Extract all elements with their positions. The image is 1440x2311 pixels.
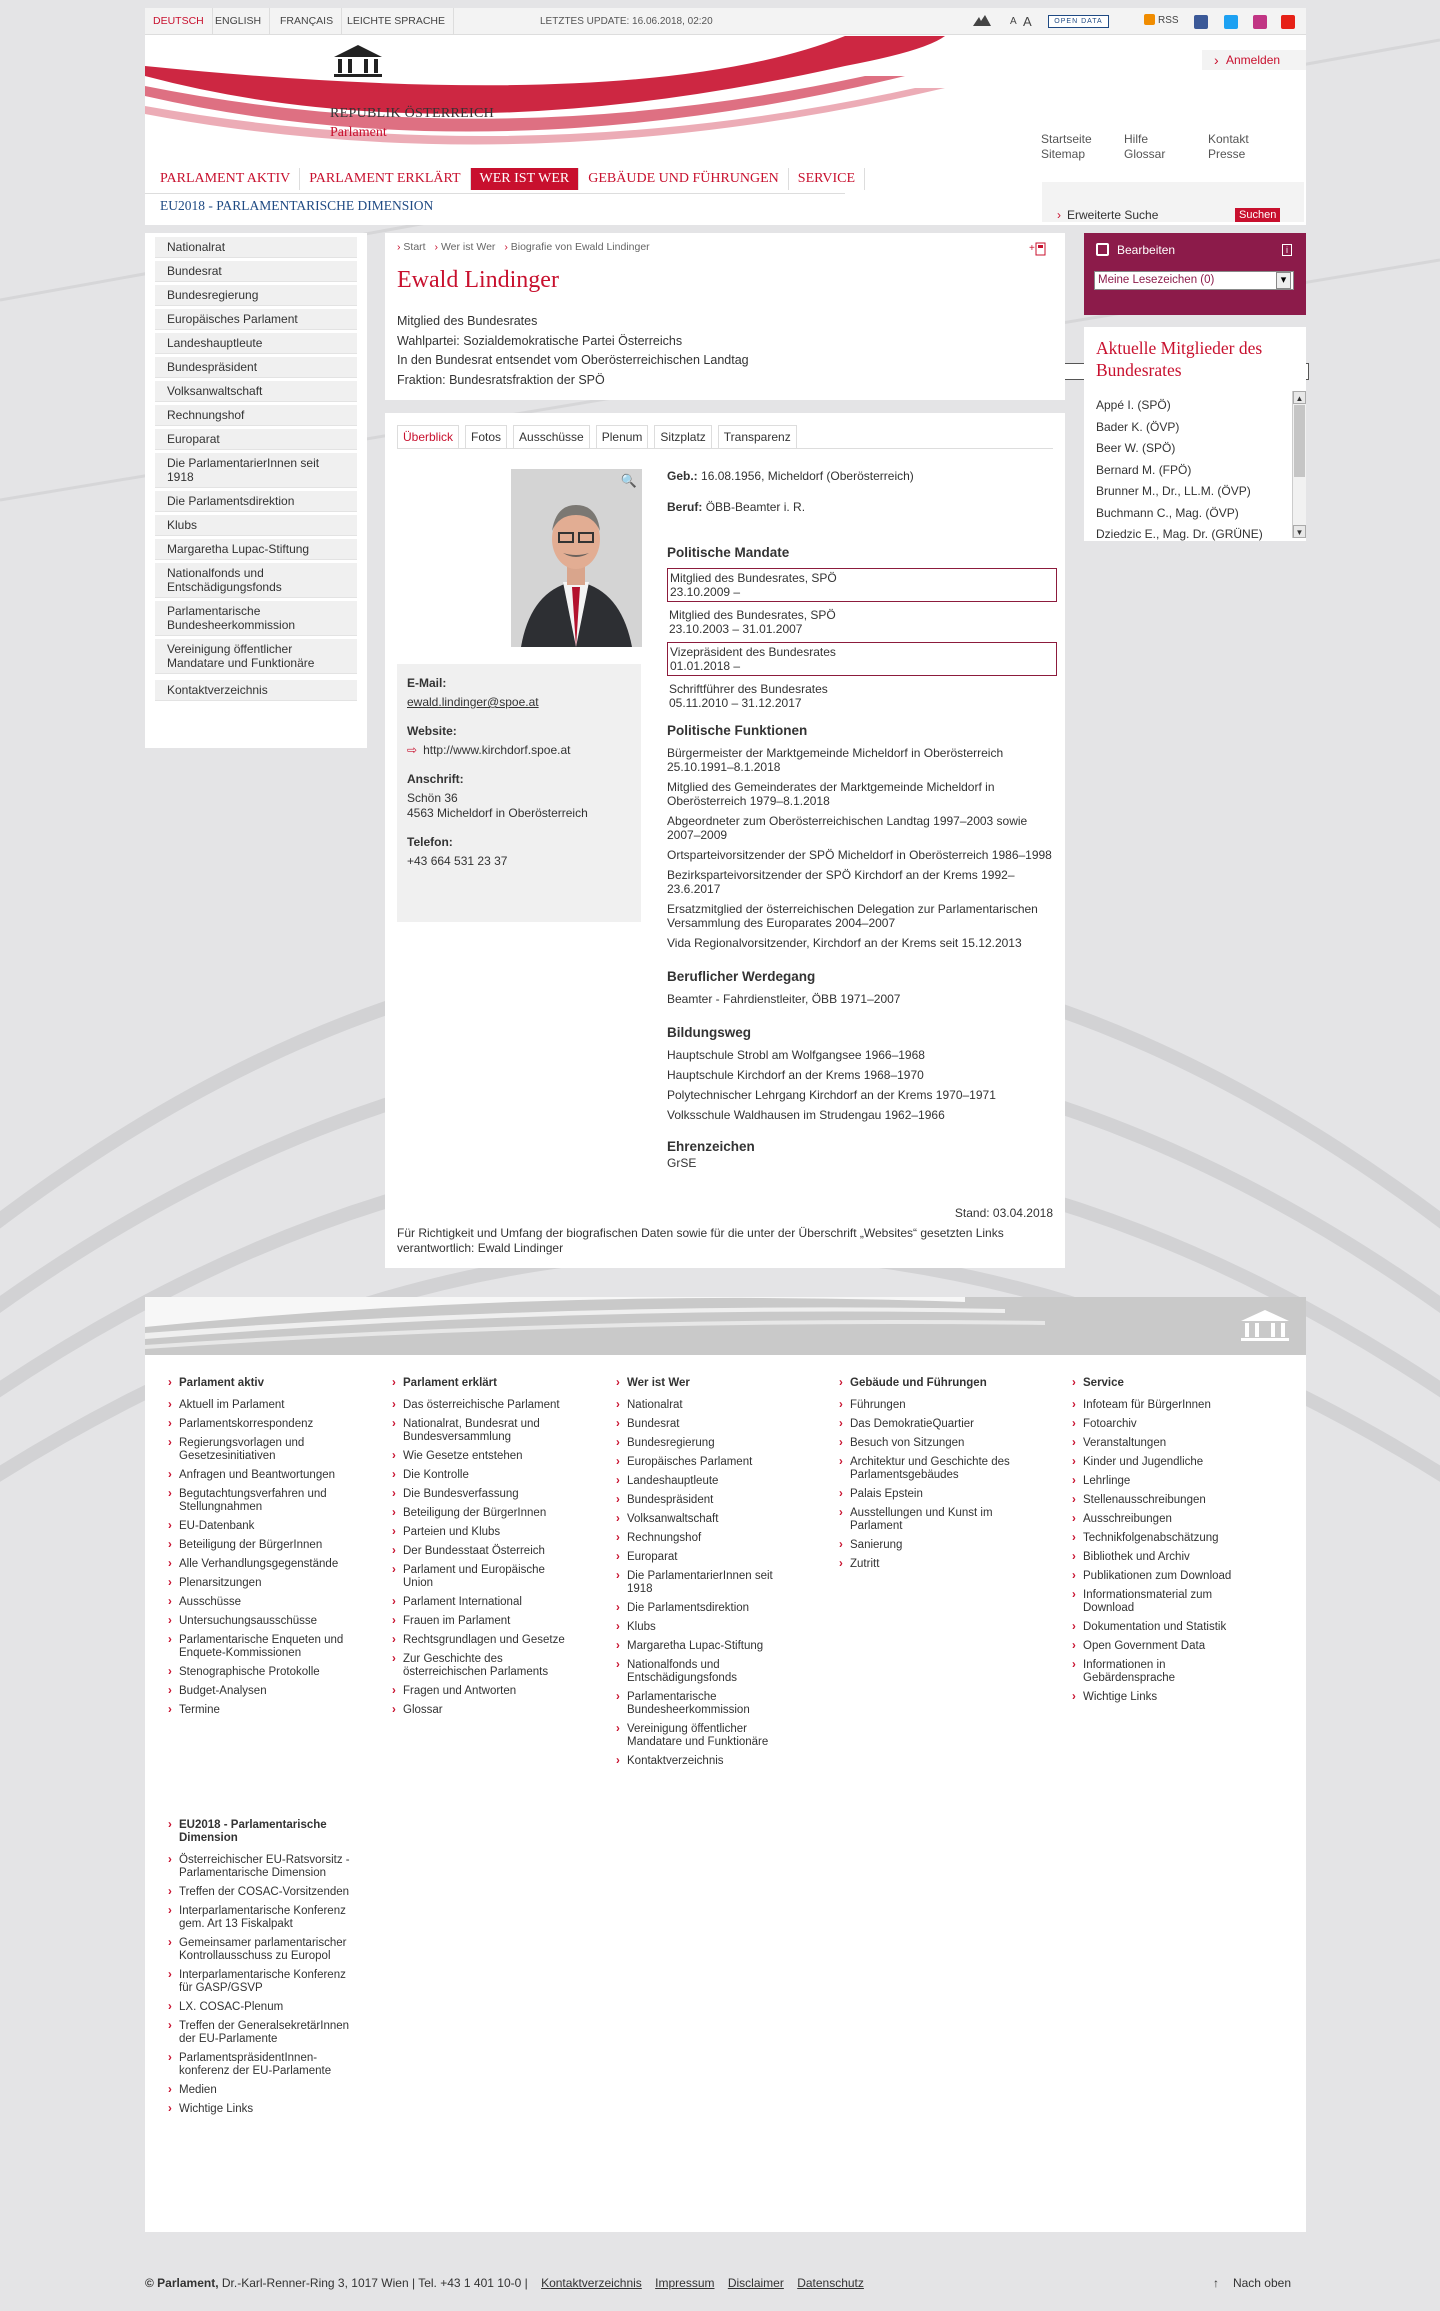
breadcrumb-start[interactable]: › Start bbox=[397, 241, 426, 253]
footer-link[interactable]: › Medien bbox=[167, 2084, 362, 2097]
current-members-box bbox=[1084, 327, 1306, 541]
phone-number: +43 664 531 23 37 bbox=[407, 854, 508, 868]
portrait-photo[interactable] bbox=[511, 469, 642, 647]
nav-eu2018[interactable]: EU2018 - PARLAMENTARISCHE DIMENSION bbox=[160, 198, 434, 213]
footer-link[interactable]: › Zutritt bbox=[838, 1558, 1023, 1571]
copyright: © Parlament, bbox=[145, 2276, 219, 2290]
facebook-icon[interactable] bbox=[1194, 15, 1208, 29]
member-link[interactable]: Appé I. (SPÖ) bbox=[1096, 398, 1171, 412]
footer-link[interactable]: › Gemeinsamer parlamentarischer Kontrollausschuss zu Europol bbox=[167, 1937, 362, 1963]
mandate-period: 23.10.2009 – bbox=[670, 585, 741, 599]
mandate-title: Mitglied des Bundesrates, SPÖ bbox=[670, 571, 837, 585]
footer-link[interactable]: › Die Kontrolle bbox=[391, 1469, 566, 1482]
footer-link[interactable]: › Untersuchungsausschüsse bbox=[167, 1615, 367, 1628]
phone-label: Telefon: bbox=[407, 835, 453, 849]
kontakt-link[interactable]: Kontakt bbox=[1208, 132, 1249, 146]
tab-ausschuesse[interactable]: Ausschüsse bbox=[513, 425, 590, 448]
footer-link[interactable]: › Wie Gesetze entstehen bbox=[391, 1450, 566, 1463]
mandate-title: Schriftführer des Bundesrates bbox=[669, 682, 828, 696]
profession-label: Beruf: bbox=[667, 500, 703, 514]
leftnav-bundesregierung[interactable]: Bundesregierung bbox=[155, 285, 357, 306]
arrow-up-icon: ↑ bbox=[1212, 2276, 1219, 2290]
footer-link[interactable]: › Bibliothek und Archiv bbox=[1071, 1551, 1251, 1564]
leftnav-parlamentarierinnen[interactable]: Die ParlamentarierInnen seit 1918 bbox=[155, 453, 357, 488]
member-link[interactable]: Dziedzic E., Mag. Dr. (GRÜNE) bbox=[1096, 527, 1263, 541]
footer-col-parlament-erklaert bbox=[391, 1377, 566, 1723]
footer-link[interactable]: › Treffen der COSAC-Vorsitzenden bbox=[167, 1886, 362, 1899]
leftnav-kontaktverzeichnis[interactable]: Kontaktverzeichnis bbox=[155, 680, 357, 701]
footer-link[interactable]: › Führungen bbox=[838, 1399, 1023, 1412]
footer-link[interactable]: › Bundespräsident bbox=[615, 1494, 800, 1507]
footer-link[interactable]: › Open Government Data bbox=[1071, 1640, 1251, 1653]
footer-link[interactable]: › Dokumentation und Statistik bbox=[1071, 1621, 1251, 1634]
scroll-up-icon[interactable]: ▲ bbox=[1293, 391, 1306, 404]
last-update: LETZTES UPDATE: 16.06.2018, 02:20 bbox=[540, 16, 713, 27]
footer-link[interactable]: › Bundesrat bbox=[615, 1418, 800, 1431]
footer-kontaktverzeichnis-link[interactable]: Kontaktverzeichnis bbox=[541, 2276, 642, 2290]
footer-link[interactable]: › Vereinigung öffentlicher Mandatare und Funktionäre bbox=[615, 1723, 800, 1749]
lang-leichte-sprache[interactable]: LEICHTE SPRACHE bbox=[339, 8, 454, 35]
footer-sitemap bbox=[145, 1355, 1306, 2232]
members-list bbox=[1096, 395, 1294, 541]
footer-link[interactable]: › Fragen und Antworten bbox=[391, 1685, 566, 1698]
footer-link[interactable]: › Anfragen und Beantwortungen bbox=[167, 1469, 367, 1482]
twitter-icon[interactable] bbox=[1224, 15, 1238, 29]
footer-link[interactable]: › Rechnungshof bbox=[615, 1532, 800, 1545]
education-heading: Bildungsweg bbox=[667, 1025, 751, 1040]
footer-logo-icon[interactable] bbox=[1237, 1309, 1293, 1343]
footer-link[interactable]: › Architektur und Geschichte des Parlamentsgebäudes bbox=[838, 1456, 1023, 1482]
footer-link[interactable]: › Parlamentskorrespondenz bbox=[167, 1418, 367, 1431]
sitemap-link[interactable]: Sitemap bbox=[1041, 147, 1086, 161]
footer-heading[interactable]: › Wer ist Wer bbox=[615, 1377, 800, 1390]
function-item: Bezirksparteivorsitzender der SPÖ Kirchdorf an der Krems 1992–23.6.2017 bbox=[667, 868, 1015, 896]
main-navigation bbox=[151, 168, 865, 190]
leftnav-landeshauptleute[interactable]: Landeshauptleute bbox=[155, 333, 357, 354]
vorlesen-icon[interactable] bbox=[971, 13, 993, 29]
footer-link[interactable]: › Landeshauptleute bbox=[615, 1475, 800, 1488]
last-updated-stamp: Stand: 03.04.2018 bbox=[954, 1206, 1053, 1220]
footer-link[interactable]: › Wichtige Links bbox=[167, 2103, 362, 2116]
hilfe-link[interactable]: Hilfe bbox=[1124, 132, 1149, 146]
function-item: Mitglied des Gemeinderates der Marktgemeinde Micheldorf in Oberösterreich 1979–8.1.2018 bbox=[667, 780, 995, 808]
footer-link[interactable]: › Publikationen zum Download bbox=[1071, 1570, 1251, 1583]
nav-divider bbox=[145, 193, 845, 194]
external-link-icon: ⇨ bbox=[407, 743, 418, 757]
back-to-top-link[interactable] bbox=[1213, 2270, 1291, 2297]
toplinks-col-2 bbox=[1124, 132, 1165, 162]
bookmarks-select[interactable]: Meine Lesezeichen (0) ▾ bbox=[1094, 271, 1294, 290]
footer-link[interactable]: › Interparlamentarische Konferenz für GASP/GSVP bbox=[167, 1969, 362, 1995]
footer-link[interactable]: › Veranstaltungen bbox=[1071, 1437, 1251, 1450]
footer-link[interactable]: › Ausschreibungen bbox=[1071, 1513, 1251, 1526]
footer-link[interactable]: › Die ParlamentarierInnen seit 1918 bbox=[615, 1570, 800, 1596]
profession-value: ÖBB-Beamter i. R. bbox=[705, 500, 806, 514]
footer-heading[interactable]: › Parlament erklärt bbox=[391, 1377, 566, 1390]
startseite-link[interactable]: Startseite bbox=[1041, 132, 1092, 146]
function-item: Abgeordneter zum Oberösterreichischen Landtag 1997–2003 sowie 2007–2009 bbox=[667, 814, 1028, 842]
footer-link[interactable]: › Die Bundesverfassung bbox=[391, 1488, 566, 1501]
footer-link[interactable]: › Europäisches Parlament bbox=[615, 1456, 800, 1469]
honors-heading: Ehrenzeichen bbox=[667, 1139, 755, 1154]
footer-link[interactable]: › Ausstellungen und Kunst im Parlament bbox=[838, 1507, 1023, 1533]
nav-parlament-erklaert[interactable]: PARLAMENT ERKLÄRT bbox=[300, 168, 470, 190]
footer-link[interactable]: › Informationen in Gebärdensprache bbox=[1071, 1659, 1251, 1685]
breadcrumb bbox=[397, 241, 1053, 253]
leftnav-lupac-stiftung[interactable]: Margaretha Lupac-Stiftung bbox=[155, 539, 357, 560]
footer-link[interactable]: › Volksanwaltschaft bbox=[615, 1513, 800, 1526]
education-item: Volksschule Waldhausen im Strudengau 1962–1966 bbox=[667, 1108, 945, 1122]
add-bookmark-icon[interactable] bbox=[1029, 241, 1047, 257]
footer-link[interactable]: › Begutachtungsverfahren und Stellungnahmen bbox=[167, 1488, 367, 1514]
left-navigation bbox=[145, 233, 367, 748]
footer-link[interactable]: › Parlamentarische Enqueten und Enquete-Kommissionen bbox=[167, 1634, 367, 1660]
footer-link[interactable]: › Parteien und Klubs bbox=[391, 1526, 566, 1539]
footer-link[interactable]: › Regierungsvorlagen und Gesetzesinitiativen bbox=[167, 1437, 367, 1463]
footer-datenschutz-link[interactable]: Datenschutz bbox=[797, 2276, 864, 2290]
address-line-2: 4563 Micheldorf in Oberösterreich bbox=[407, 806, 588, 820]
footer-link[interactable]: › Das österreichische Parlament bbox=[391, 1399, 566, 1412]
footer-address: Dr.-Karl-Renner-Ring 3, 1017 Wien | Tel. +43 1 401 10-0 | bbox=[221, 2276, 528, 2290]
nav-gebaeude-fuehrungen[interactable]: GEBÄUDE UND FÜHRUNGEN bbox=[579, 168, 789, 190]
footer-col-gebaeude bbox=[838, 1377, 1023, 1577]
personal-tools-box bbox=[1084, 233, 1306, 315]
footer-link[interactable]: › Glossar bbox=[391, 1704, 566, 1717]
back-to-top-label: Nach oben bbox=[1232, 2276, 1291, 2290]
footer-link[interactable]: › Österreichischer EU-Ratsvorsitz - Parlamentarische Dimension bbox=[167, 1854, 362, 1880]
website-link[interactable]: http://www.kirchdorf.spoe.at bbox=[423, 743, 571, 757]
birth-label: Geb.: bbox=[667, 469, 698, 483]
bottom-bar bbox=[145, 2270, 1306, 2297]
footer-link[interactable]: › Margaretha Lupac-Stiftung bbox=[615, 1640, 800, 1653]
biography-disclaimer: Für Richtigkeit und Umfang der biografischen Daten sowie für die unter der Überschrift „Websites“ gesetzten Links verantwortlich: Ewald Lindinger bbox=[397, 1226, 1004, 1255]
footer-link[interactable]: › Parlament und Europäische Union bbox=[391, 1564, 566, 1590]
mandate-item bbox=[667, 642, 1057, 676]
leftnav-volksanwaltschaft[interactable]: Volksanwaltschaft bbox=[155, 381, 357, 402]
address-line-1: Schön 36 bbox=[407, 791, 458, 805]
footer-link[interactable]: › Parlament International bbox=[391, 1596, 566, 1609]
mandate-title: Mitglied des Bundesrates, SPÖ bbox=[669, 608, 836, 622]
edit-icon[interactable] bbox=[1096, 243, 1109, 256]
toplinks-col-3 bbox=[1208, 132, 1249, 162]
leftnav-parlamentsdirektion[interactable]: Die Parlamentsdirektion bbox=[155, 491, 357, 512]
education-item: Hauptschule Strobl am Wolfgangsee 1966–1968 bbox=[667, 1048, 925, 1062]
info-icon[interactable]: i bbox=[1282, 244, 1292, 256]
leftnav-nationalrat[interactable]: Nationalrat bbox=[155, 237, 357, 258]
leftnav-europaeisches-parlament[interactable]: Europäisches Parlament bbox=[155, 309, 357, 330]
site-header bbox=[145, 8, 1306, 225]
education-item: Polytechnischer Lehrgang Kirchdorf an der Krems 1970–1971 bbox=[667, 1088, 996, 1102]
tab-sitzplatz[interactable]: Sitzplatz bbox=[654, 425, 711, 448]
rss-link[interactable]: RSS bbox=[1144, 14, 1179, 26]
member-link[interactable]: Brunner M., Dr., LL.M. (ÖVP) bbox=[1096, 484, 1251, 498]
footer-link[interactable]: › Informationsmaterial zum Download bbox=[1071, 1589, 1251, 1615]
footer-link[interactable]: › Nationalrat, Bundesrat und Bundesversammlung bbox=[391, 1418, 566, 1444]
mandate-item bbox=[667, 680, 1057, 712]
footer-heading[interactable]: › Parlament aktiv bbox=[167, 1377, 367, 1390]
footer-link[interactable]: › Frauen im Parlament bbox=[391, 1615, 566, 1628]
glossar-link[interactable]: Glossar bbox=[1124, 147, 1166, 161]
footer-link[interactable]: › Parlamentarische Bundesheerkommission bbox=[615, 1691, 800, 1717]
tab-transparenz[interactable]: Transparenz bbox=[718, 425, 797, 448]
footer-banner bbox=[145, 1297, 1306, 1355]
login-button[interactable]: › Anmelden bbox=[1202, 50, 1306, 70]
footer-impressum-link[interactable]: Impressum bbox=[655, 2276, 715, 2290]
font-small-button[interactable]: A bbox=[1010, 16, 1017, 27]
leftnav-rechnungshof[interactable]: Rechnungshof bbox=[155, 405, 357, 426]
member-link[interactable]: Bernard M. (FPÖ) bbox=[1096, 462, 1192, 477]
website-label: Website: bbox=[407, 724, 457, 738]
footer-link[interactable]: › Klubs bbox=[615, 1621, 800, 1634]
intro-line-delegation: In den Bundesrat entsendet vom Oberösterreichischen Landtag bbox=[397, 353, 749, 367]
zoom-icon[interactable]: 🔍 bbox=[620, 473, 637, 488]
leftnav-nationalfonds[interactable]: Nationalfonds und Entschädigungsfonds bbox=[155, 563, 357, 598]
edit-button[interactable]: Bearbeiten bbox=[1117, 243, 1176, 257]
footer-link[interactable]: › Interparlamentarische Konferenz gem. Art 13 Fiskalpakt bbox=[167, 1905, 362, 1931]
breadcrumb-wer-ist-wer[interactable]: › Wer ist Wer bbox=[435, 241, 496, 253]
member-link[interactable]: Buchmann C., Mag. (ÖVP) bbox=[1096, 505, 1239, 520]
function-item: Ortsparteivorsitzender der SPÖ Micheldorf in Oberösterreich 1986–1998 bbox=[667, 848, 1052, 862]
footer-link[interactable]: › Stellenausschreibungen bbox=[1071, 1494, 1251, 1507]
intro-summary bbox=[397, 312, 1053, 390]
nav-parlament-aktiv[interactable]: PARLAMENT AKTIV bbox=[151, 168, 300, 190]
footer-link[interactable]: › Lehrlinge bbox=[1071, 1475, 1251, 1488]
honors-value: GrSE bbox=[667, 1156, 697, 1170]
footer-disclaimer-link[interactable]: Disclaimer bbox=[727, 2276, 784, 2290]
footer-link[interactable]: › Fotoarchiv bbox=[1071, 1418, 1251, 1431]
footer-link[interactable]: › Nationalrat bbox=[615, 1399, 800, 1412]
leftnav-vereinigung[interactable]: Vereinigung öffentlicher Mandatare und Funktionäre bbox=[155, 639, 357, 674]
mandate-period: 05.11.2010 – 31.12.2017 bbox=[669, 696, 802, 710]
footer-link[interactable]: › Besuch von Sitzungen bbox=[838, 1437, 1023, 1450]
instagram-icon[interactable] bbox=[1253, 15, 1267, 29]
biography-details bbox=[667, 469, 1057, 1170]
footer-link[interactable]: › Beteiligung der BürgerInnen bbox=[167, 1539, 367, 1552]
footer-link[interactable]: › Sanierung bbox=[838, 1539, 1023, 1552]
footer-link[interactable]: › Beteiligung der BürgerInnen bbox=[391, 1507, 566, 1520]
career-item: Beamter - Fahrdienstleiter, ÖBB 1971–2007 bbox=[667, 992, 901, 1006]
footer-link[interactable]: › Palais Epstein bbox=[838, 1488, 1023, 1501]
intro-line-fraction: Fraktion: Bundesratsfraktion der SPÖ bbox=[397, 372, 605, 387]
font-large-button[interactable]: A bbox=[1023, 14, 1032, 29]
footer-heading[interactable]: › EU2018 - Parlamentarische Dimension bbox=[167, 1819, 362, 1845]
language-bar bbox=[145, 8, 1306, 35]
footer-link[interactable]: › Plenarsitzungen bbox=[167, 1577, 367, 1590]
footer-col-parlament-aktiv bbox=[167, 1377, 367, 1723]
footer-link[interactable]: › EU-Datenbank bbox=[167, 1520, 367, 1533]
footer-link[interactable]: › Stenographische Protokolle bbox=[167, 1666, 367, 1679]
svg-text:+: + bbox=[1029, 243, 1035, 254]
advanced-search-link[interactable]: › Erweiterte Suche bbox=[1057, 208, 1158, 222]
footer-link[interactable]: › Rechtsgrundlagen und Gesetze bbox=[391, 1634, 566, 1647]
logo-title[interactable]: REPUBLIK ÖSTERREICH bbox=[330, 106, 494, 121]
mandates-heading: Politische Mandate bbox=[667, 545, 790, 560]
footer-link[interactable]: › ParlamentspräsidentInnen-konferenz der EU-Parlamente bbox=[167, 2052, 362, 2078]
member-link[interactable]: Bader K. (ÖVP) bbox=[1096, 419, 1180, 434]
presse-link[interactable]: Presse bbox=[1208, 147, 1246, 161]
mandate-item bbox=[667, 606, 1057, 638]
lang-english[interactable]: ENGLISH bbox=[207, 8, 270, 35]
footer-link[interactable]: › Zur Geschichte des österreichischen Parlaments bbox=[391, 1653, 566, 1679]
lang-francais[interactable]: FRANÇAIS bbox=[272, 8, 342, 35]
footer-link[interactable]: › Kinder und Jugendliche bbox=[1071, 1456, 1251, 1469]
email-link[interactable]: ewald.lindinger@spoe.at bbox=[407, 695, 539, 709]
footer-link[interactable]: › Die Parlamentsdirektion bbox=[615, 1602, 800, 1615]
footer-link[interactable]: › Infoteam für BürgerInnen bbox=[1071, 1399, 1251, 1412]
tab-fotos[interactable]: Fotos bbox=[465, 425, 507, 448]
education-item: Hauptschule Kirchdorf an der Krems 1968–1970 bbox=[667, 1068, 924, 1082]
leftnav-bundespraesident[interactable]: Bundespräsident bbox=[155, 357, 357, 378]
footer-heading[interactable]: › Gebäude und Führungen bbox=[838, 1377, 1023, 1390]
open-data-button[interactable]: OPEN DATA bbox=[1048, 15, 1109, 28]
search-button[interactable]: Suchen bbox=[1235, 208, 1280, 222]
leftnav-klubs[interactable]: Klubs bbox=[155, 515, 357, 536]
footer-link[interactable]: › Budget-Analysen bbox=[167, 1685, 367, 1698]
address-label: Anschrift: bbox=[407, 772, 464, 786]
mandate-item bbox=[667, 568, 1057, 602]
scroll-thumb[interactable] bbox=[1294, 405, 1305, 477]
members-heading: Aktuelle Mitglieder des Bundesrates bbox=[1096, 338, 1263, 380]
member-link[interactable]: Beer W. (SPÖ) bbox=[1096, 441, 1176, 455]
contact-box bbox=[397, 664, 641, 922]
mandate-period: 23.10.2003 – 31.01.2007 bbox=[669, 622, 803, 636]
toplinks-col-1 bbox=[1041, 132, 1092, 162]
leftnav-bundesheerkommission[interactable]: Parlamentarische Bundesheerkommission bbox=[155, 601, 357, 636]
mandate-title: Vizepräsident des Bundesrates bbox=[670, 645, 836, 659]
biography-tabs bbox=[397, 425, 1053, 449]
leftnav-europarat[interactable]: Europarat bbox=[155, 429, 357, 450]
intro-card bbox=[385, 233, 1065, 400]
nav-wer-ist-wer[interactable]: WER IST WER bbox=[471, 168, 580, 190]
footer-link[interactable]: › Nationalfonds und Entschädigungsfonds bbox=[615, 1659, 800, 1685]
function-item: Bürgermeister der Marktgemeinde Micheldorf in Oberösterreich 25.10.1991–8.1.2018 bbox=[667, 746, 1004, 774]
birth-value: 16.08.1956, Micheldorf (Oberösterreich) bbox=[701, 469, 914, 483]
mandate-period: 01.01.2018 – bbox=[670, 659, 741, 673]
function-item: Ersatzmitglied der österreichischen Delegation zur Parlamentarischen Versammlung des Europarates 2004–2007 bbox=[667, 902, 1038, 930]
footer-link[interactable]: › Termine bbox=[167, 1704, 367, 1717]
footer-col-wer-ist-wer bbox=[615, 1377, 800, 1774]
footer-col-eu2018 bbox=[167, 1819, 362, 2122]
footer-link[interactable]: › Alle Verhandlungsgegenstände bbox=[167, 1558, 367, 1571]
tab-ueberblick[interactable]: Überblick bbox=[397, 425, 459, 448]
footer-link[interactable]: › Das DemokratieQuartier bbox=[838, 1418, 1023, 1431]
lang-deutsch[interactable]: DEUTSCH bbox=[145, 8, 213, 35]
members-scrollbar[interactable] bbox=[1292, 391, 1306, 538]
functions-heading: Politische Funktionen bbox=[667, 723, 808, 738]
footer-link[interactable]: › Wichtige Links bbox=[1071, 1691, 1251, 1704]
footer-heading[interactable]: › Service bbox=[1071, 1377, 1251, 1390]
footer-col-service bbox=[1071, 1377, 1251, 1710]
footer-link[interactable]: › Bundesregierung bbox=[615, 1437, 800, 1450]
career-heading: Beruflicher Werdegang bbox=[667, 969, 816, 984]
footer-link[interactable]: › Technikfolgenabschätzung bbox=[1071, 1532, 1251, 1545]
footer-link[interactable]: › Ausschüsse bbox=[167, 1596, 367, 1609]
biography-card bbox=[385, 413, 1065, 1268]
footer-link[interactable]: › Aktuell im Parlament bbox=[167, 1399, 367, 1412]
footer-link[interactable]: › Europarat bbox=[615, 1551, 800, 1564]
parliament-logo-icon[interactable] bbox=[330, 43, 386, 79]
nav-service[interactable]: SERVICE bbox=[789, 168, 865, 190]
logo-subtitle[interactable]: Parlament bbox=[330, 125, 387, 140]
footer-link[interactable]: › Treffen der GeneralsekretärInnen der EU-Parlamente bbox=[167, 2020, 362, 2046]
leftnav-bundesrat[interactable]: Bundesrat bbox=[155, 261, 357, 282]
footer-link[interactable]: › Kontaktverzeichnis bbox=[615, 1755, 800, 1768]
intro-line-role: Mitglied des Bundesrates bbox=[397, 314, 538, 328]
intro-line-party: Wahlpartei: Sozialdemokratische Partei Österreichs bbox=[397, 333, 683, 348]
footer-link[interactable]: › LX. COSAC-Plenum bbox=[167, 2001, 362, 2014]
page-title: Ewald Lindinger bbox=[397, 267, 559, 293]
footer-link[interactable]: › Der Bundesstaat Österreich bbox=[391, 1545, 566, 1558]
function-item: Vida Regionalvorsitzender, Kirchdorf an der Krems seit 15.12.2013 bbox=[667, 936, 1022, 950]
youtube-icon[interactable] bbox=[1281, 15, 1295, 29]
tab-plenum[interactable]: Plenum bbox=[596, 425, 649, 448]
breadcrumb-current: › Biografie von Ewald Lindinger bbox=[504, 241, 649, 253]
scroll-down-icon[interactable]: ▼ bbox=[1293, 525, 1306, 538]
email-label: E-Mail: bbox=[407, 676, 447, 690]
